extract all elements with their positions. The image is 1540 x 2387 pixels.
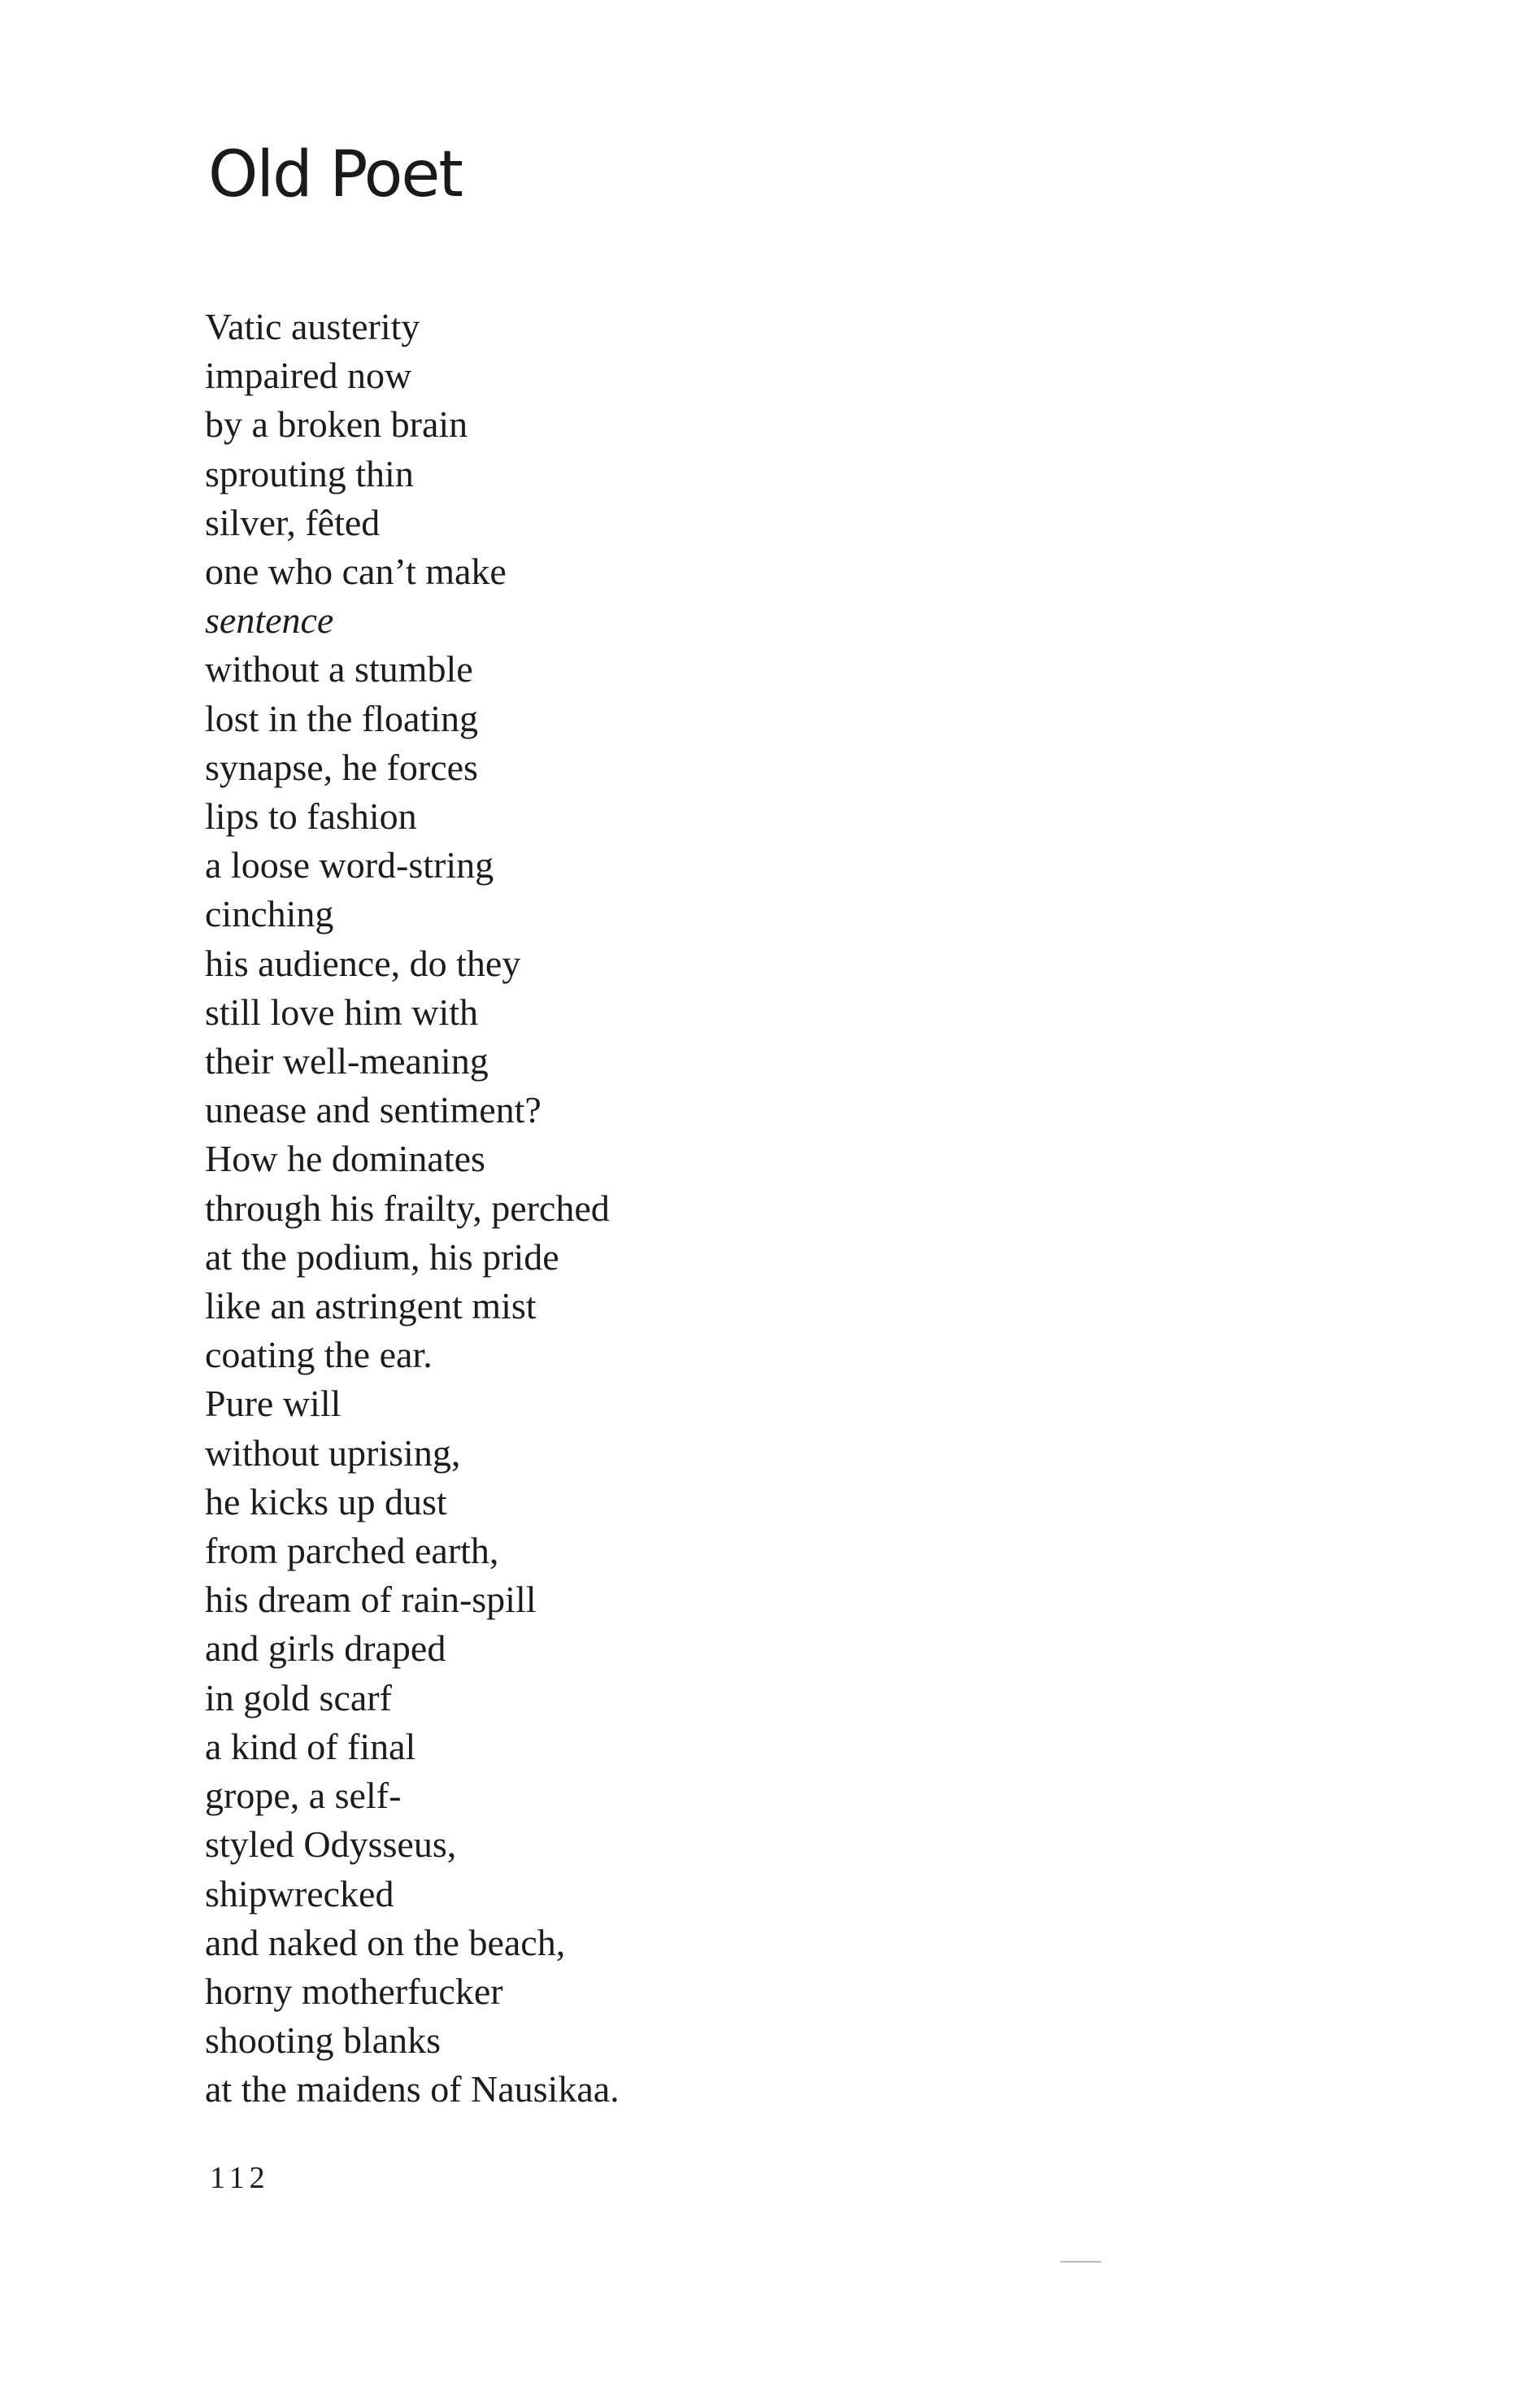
poem-title: Old Poet — [208, 138, 462, 211]
poem-line: horny motherfucker — [205, 1970, 503, 2012]
poem-line: shooting blanks — [205, 2019, 442, 2062]
poem-line: like an astringent mist — [205, 1285, 537, 1327]
poem-line: shipwrecked — [205, 1872, 394, 1914]
poem-line: and girls draped — [205, 1627, 446, 1670]
page-number: 112 — [210, 2161, 270, 2195]
poem-line: sprouting thin — [205, 452, 414, 494]
poem-line: How he dominates — [205, 1138, 485, 1180]
poem-line: silver, fêted — [205, 501, 381, 543]
poem-line: sentence — [205, 599, 334, 642]
poem-line: from parched earth, — [205, 1530, 499, 1572]
poem-line: his audience, do they — [205, 942, 521, 984]
poem-line: their well-meaning — [205, 1040, 489, 1082]
poem-line: Vatic austerity — [205, 306, 420, 347]
poem-line: still love him with — [205, 991, 479, 1033]
poem-line: at the maidens of Nausikaa. — [205, 2068, 620, 2110]
poem-line: by a broken brain — [205, 403, 468, 446]
poem-line: and naked on the beach, — [205, 1921, 566, 1963]
poem-line: a kind of final — [205, 1725, 416, 1767]
poem-line: styled Odysseus, — [205, 1823, 457, 1866]
poem-body — [205, 303, 620, 2115]
poem-line: impaired now — [205, 355, 412, 397]
poem-line: lips to fashion — [205, 795, 417, 838]
poem-line: he kicks up dust — [205, 1480, 447, 1522]
poem-line: in gold scarf — [205, 1676, 392, 1718]
poem-line: synapse, he forces — [205, 746, 478, 788]
scan-mark — [1060, 2261, 1101, 2263]
poem-line: at the podium, his pride — [205, 1235, 559, 1278]
poem-line: without uprising, — [205, 1431, 461, 1474]
poem-line: a loose word-string — [205, 844, 494, 886]
poem-line: Pure will — [205, 1383, 341, 1425]
poem-line: coating the ear. — [205, 1334, 433, 1376]
poem-line: without a stumble — [205, 648, 473, 690]
poem-line: unease and sentiment? — [205, 1089, 542, 1131]
poem-line: his dream of rain-spill — [205, 1579, 537, 1621]
poem-line: one who can’t make — [205, 551, 507, 593]
poem-line: through his frailty, perched — [205, 1187, 610, 1229]
poem-line: grope, a self- — [205, 1775, 402, 1817]
poem-line: cinching — [205, 893, 334, 935]
poem-line: lost in the floating — [205, 697, 479, 739]
